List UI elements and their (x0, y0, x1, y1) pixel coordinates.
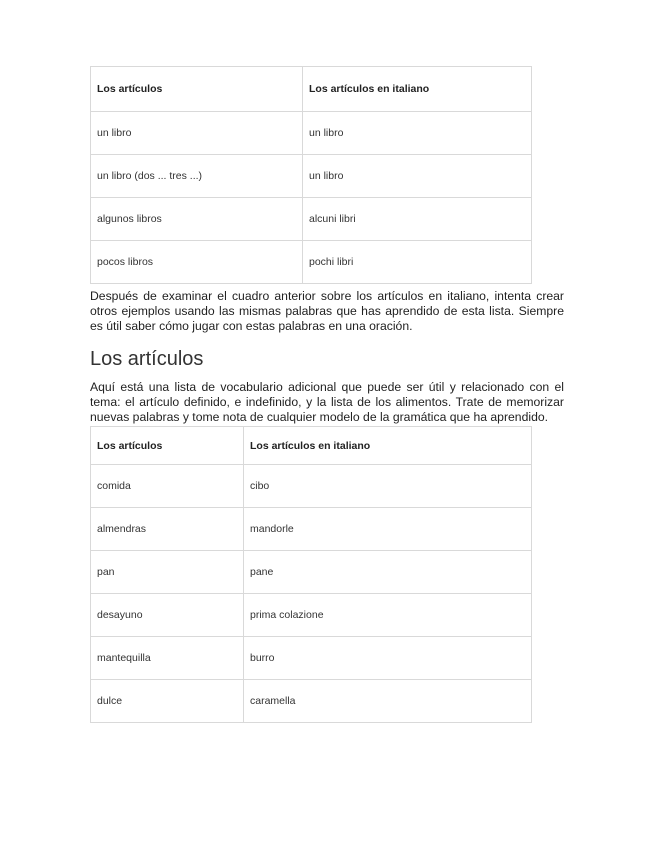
table-row (91, 465, 532, 508)
spanish-cell: dulce (91, 680, 244, 723)
table-row (91, 241, 532, 284)
spanish-cell: un libro (dos ... tres ...) (91, 155, 303, 198)
table-row (91, 551, 532, 594)
table-row (91, 508, 532, 551)
header-cell: Los artículos (91, 67, 303, 112)
spanish-cell: desayuno (91, 594, 244, 637)
table-header-row (91, 67, 532, 112)
italian-cell: un libro (303, 112, 532, 155)
spanish-cell: un libro (91, 112, 303, 155)
spanish-cell: mantequilla (91, 637, 244, 680)
intro-paragraph: Después de examinar el cuadro anterior sobre los artículos en italiano, intenta crear otros ejemplos usando las mismas palabras que has aprendido de esta lista. Siempre es útil saber cómo jugar con estas palabras en una oración. (90, 289, 564, 333)
italian-cell: burro (244, 637, 532, 680)
spanish-cell: pan (91, 551, 244, 594)
header-cell: Los artículos en italiano (244, 427, 532, 465)
header-cell: Los artículos (91, 427, 244, 465)
vocabulary-table-books (90, 66, 532, 284)
table-row (91, 112, 532, 155)
vocabulary-table-food (90, 426, 532, 723)
italian-cell: un libro (303, 155, 532, 198)
table-header-row (91, 427, 532, 465)
italian-cell: mandorle (244, 508, 532, 551)
table-row (91, 198, 532, 241)
spanish-cell: comida (91, 465, 244, 508)
vocabulary-paragraph: Aquí está una lista de vocabulario adicional que puede ser útil y relacionado con el tema: el artículo definido, e indefinido, y la lista de los alimentos. Trate de memorizar nuevas palabras y tome nota de cualquier modelo de la gramática que ha aprendido. (90, 380, 564, 424)
spanish-cell: almendras (91, 508, 244, 551)
italian-cell: alcuni libri (303, 198, 532, 241)
spanish-cell: pocos libros (91, 241, 303, 284)
italian-cell: pochi libri (303, 241, 532, 284)
italian-cell: cibo (244, 465, 532, 508)
table-row (91, 637, 532, 680)
header-cell: Los artículos en italiano (303, 67, 532, 112)
italian-cell: pane (244, 551, 532, 594)
section-heading: Los artículos (90, 348, 204, 370)
table-row (91, 155, 532, 198)
italian-cell: caramella (244, 680, 532, 723)
table-row (91, 594, 532, 637)
spanish-cell: algunos libros (91, 198, 303, 241)
table-row (91, 680, 532, 723)
italian-cell: prima colazione (244, 594, 532, 637)
